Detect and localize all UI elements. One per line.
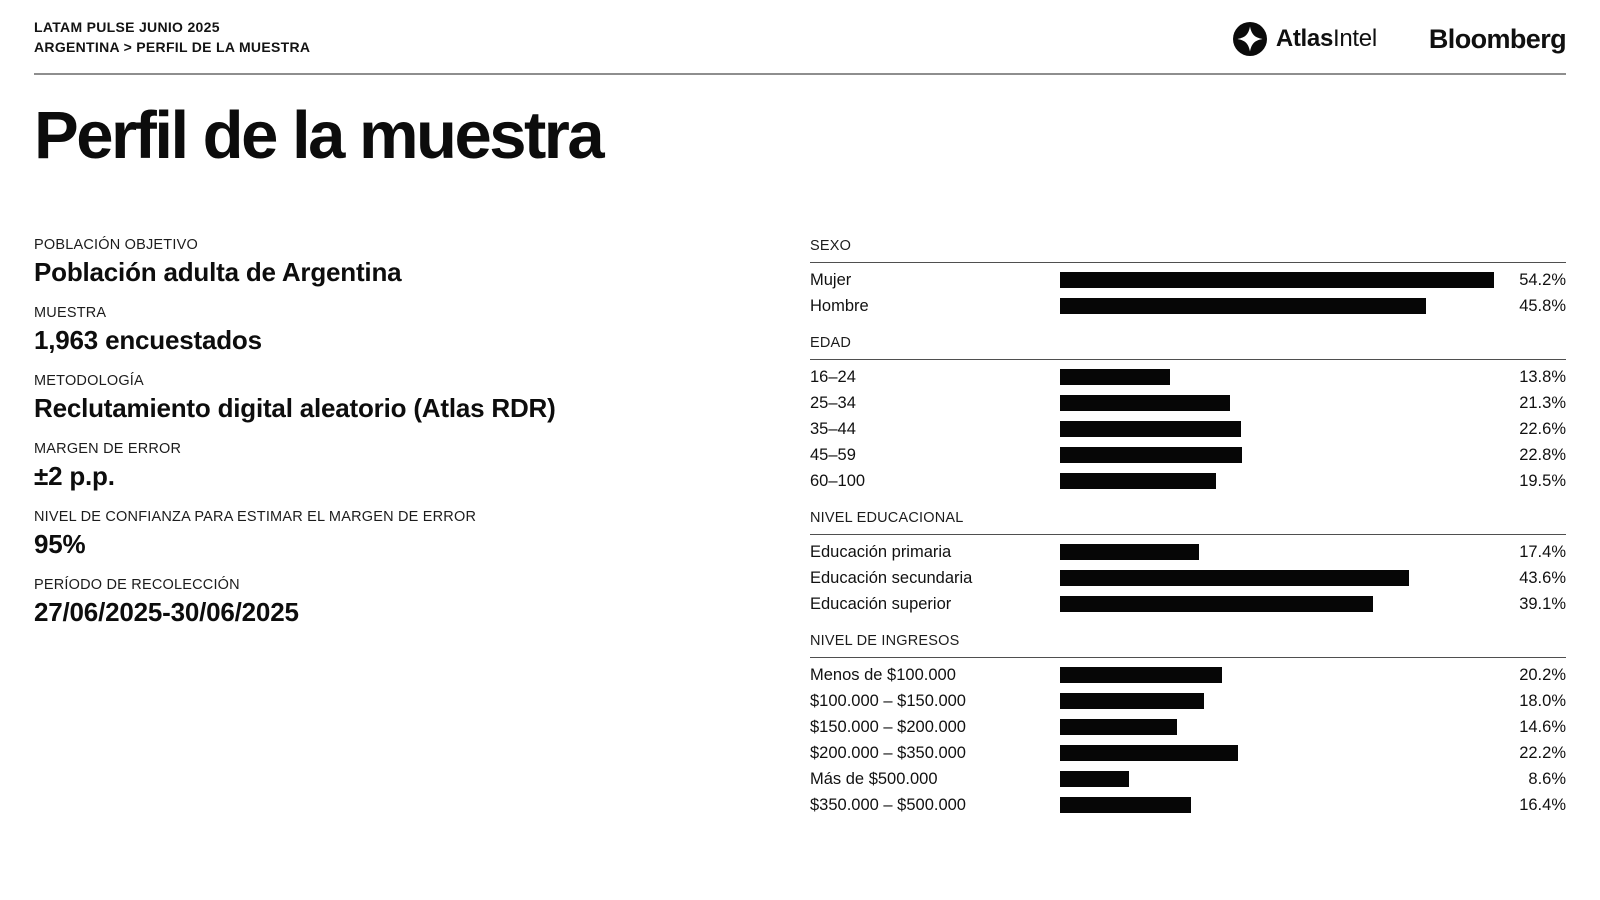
- bar: [1060, 447, 1242, 463]
- bar: [1060, 369, 1170, 385]
- chart-row: [810, 591, 1566, 617]
- value-label: 22.6%: [1519, 419, 1566, 438]
- report-kicker: LATAM PULSE JUNIO 2025: [34, 19, 220, 35]
- bar: [1060, 473, 1216, 489]
- atlasintel-wordmark-regular: Intel: [1333, 25, 1377, 52]
- atlasintel-star-icon: [1233, 22, 1267, 56]
- section-title: EDAD: [810, 335, 1566, 360]
- value-label: 8.6%: [1528, 769, 1566, 788]
- bar-zone: [1060, 272, 1494, 288]
- bar-zone: [1060, 667, 1494, 683]
- chart-row: [810, 792, 1566, 818]
- chart-row: [810, 416, 1566, 442]
- atlasintel-wordmark: [1276, 25, 1377, 53]
- chart-row: [810, 714, 1566, 740]
- value-label: 54.2%: [1519, 270, 1566, 289]
- bar-zone: [1060, 797, 1494, 813]
- fact-muestra: [34, 305, 810, 354]
- chart-section-sexo: [810, 238, 1566, 319]
- fact-label: POBLACIÓN OBJETIVO: [34, 237, 198, 253]
- bar-zone: [1060, 771, 1494, 787]
- header-kicker-block: [34, 17, 310, 57]
- section-title: SEXO: [810, 238, 1566, 263]
- value-label: 45.8%: [1519, 296, 1566, 315]
- bloomberg-logo: Bloomberg: [1428, 23, 1566, 54]
- content-area: [34, 237, 1566, 834]
- bar: [1060, 544, 1199, 560]
- category-label: $100.000 – $150.000: [810, 691, 966, 710]
- bar: [1060, 298, 1426, 314]
- bar-zone: [1060, 395, 1494, 411]
- value-label: 43.6%: [1519, 568, 1566, 587]
- value-label: 16.4%: [1519, 795, 1566, 814]
- bar-zone: [1060, 298, 1494, 314]
- header-logos: [1233, 17, 1566, 56]
- value-label: 21.3%: [1519, 393, 1566, 412]
- category-label: Educación superior: [810, 594, 952, 613]
- page-title: Perfil de la muestra: [34, 98, 603, 173]
- fact-metodologia: [34, 373, 810, 422]
- section-title: NIVEL EDUCACIONAL: [810, 510, 1566, 535]
- category-label: $200.000 – $350.000: [810, 743, 966, 762]
- category-label: 45–59: [810, 445, 856, 464]
- bar-zone: [1060, 447, 1494, 463]
- chart-row: [810, 390, 1566, 416]
- bar: [1060, 272, 1494, 288]
- fact-value: Población adulta de Argentina: [34, 257, 402, 287]
- fact-label: PERÍODO DE RECOLECCIÓN: [34, 577, 240, 593]
- fact-value: Reclutamiento digital aleatorio (Atlas RDR): [34, 393, 556, 423]
- bar-zone: [1060, 473, 1494, 489]
- fact-value: 27/06/2025-30/06/2025: [34, 597, 299, 627]
- chart-section-nivel-de-ingresos: [810, 633, 1566, 818]
- bar: [1060, 395, 1230, 411]
- bar-zone: [1060, 544, 1494, 560]
- bar: [1060, 693, 1204, 709]
- facts-panel: [34, 237, 810, 834]
- value-label: 39.1%: [1519, 594, 1566, 613]
- chart-row: [810, 662, 1566, 688]
- chart-row: [810, 267, 1566, 293]
- category-label: Menos de $100.000: [810, 665, 956, 684]
- bar: [1060, 596, 1373, 612]
- bar: [1060, 421, 1241, 437]
- fact-label: METODOLOGÍA: [34, 373, 144, 389]
- atlasintel-logo: [1233, 22, 1377, 56]
- bar-zone: [1060, 745, 1494, 761]
- chart-row: [810, 740, 1566, 766]
- value-label: 14.6%: [1519, 717, 1566, 736]
- breadcrumb: ARGENTINA > PERFIL DE LA MUESTRA: [34, 39, 311, 55]
- chart-section-nivel-educacional: [810, 510, 1566, 617]
- chart-row: [810, 442, 1566, 468]
- category-label: Más de $500.000: [810, 769, 938, 788]
- fact-poblacion-objetivo: [34, 237, 810, 286]
- value-label: 19.5%: [1519, 471, 1566, 490]
- fact-label: MUESTRA: [34, 305, 107, 321]
- fact-value: 1,963 encuestados: [34, 325, 262, 355]
- category-label: $350.000 – $500.000: [810, 795, 966, 814]
- chart-section-edad: [810, 335, 1566, 494]
- chart-row: [810, 364, 1566, 390]
- chart-row: [810, 688, 1566, 714]
- bar-zone: [1060, 719, 1494, 735]
- category-label: 60–100: [810, 471, 866, 490]
- fact-label: NIVEL DE CONFIANZA PARA ESTIMAR EL MARGEN DE ERROR: [34, 509, 477, 525]
- fact-value: ±2 p.p.: [34, 461, 115, 491]
- section-title: NIVEL DE INGRESOS: [810, 633, 1566, 658]
- value-label: 22.2%: [1519, 743, 1566, 762]
- charts-panel: [810, 237, 1566, 834]
- bar-zone: [1060, 693, 1494, 709]
- fact-margen-de-error: [34, 441, 810, 490]
- chart-row: [810, 539, 1566, 565]
- chart-row: [810, 766, 1566, 792]
- fact-value: 95%: [34, 529, 86, 559]
- bar-zone: [1060, 421, 1494, 437]
- category-label: 16–24: [810, 367, 856, 386]
- value-label: 22.8%: [1519, 445, 1566, 464]
- category-label: Educación primaria: [810, 542, 952, 561]
- value-label: 17.4%: [1519, 542, 1566, 561]
- category-label: Educación secundaria: [810, 568, 973, 587]
- fact-nivel-de-confianza: [34, 509, 810, 558]
- category-label: $150.000 – $200.000: [810, 717, 966, 736]
- header-bar: [34, 0, 1566, 75]
- atlasintel-wordmark-bold: Atlas: [1275, 25, 1334, 52]
- fact-label: MARGEN DE ERROR: [34, 441, 182, 457]
- bar: [1060, 570, 1409, 586]
- bar: [1060, 745, 1238, 761]
- category-label: Hombre: [810, 296, 869, 315]
- bar: [1060, 719, 1177, 735]
- category-label: Mujer: [810, 270, 852, 289]
- bar: [1060, 797, 1191, 813]
- value-label: 18.0%: [1519, 691, 1566, 710]
- bar-zone: [1060, 596, 1494, 612]
- value-label: 13.8%: [1519, 367, 1566, 386]
- bar-zone: [1060, 369, 1494, 385]
- chart-row: [810, 565, 1566, 591]
- bar: [1060, 667, 1222, 683]
- category-label: 35–44: [810, 419, 856, 438]
- chart-row: [810, 293, 1566, 319]
- chart-row: [810, 468, 1566, 494]
- bar: [1060, 771, 1129, 787]
- fact-periodo-de-recoleccion: [34, 577, 810, 626]
- bar-zone: [1060, 570, 1494, 586]
- value-label: 20.2%: [1519, 665, 1566, 684]
- category-label: 25–34: [810, 393, 856, 412]
